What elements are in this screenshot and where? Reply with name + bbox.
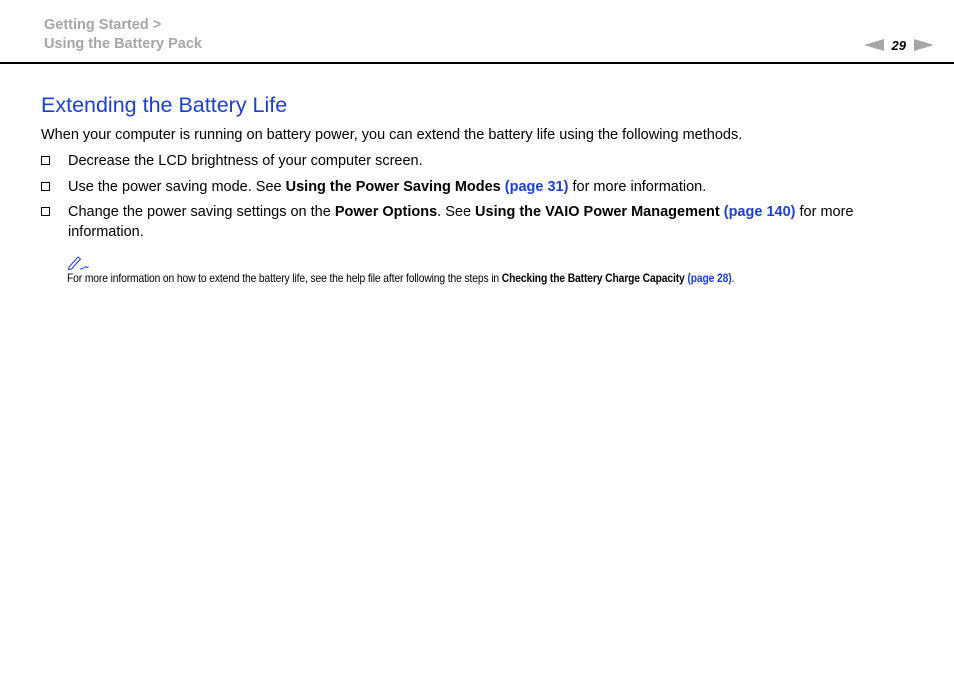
previous-page-arrow-icon[interactable] [864,39,884,51]
page-title: Extending the Battery Life [41,93,288,117]
breadcrumb [44,16,202,54]
page-number: 29 [891,37,906,53]
checkbox-bullet-icon [41,207,50,216]
header-divider [0,62,954,64]
list-item-text-part: for more information. [68,204,854,240]
list-item-text: Decrease the LCD brightness of your computer screen. [68,153,423,169]
page-link[interactable]: (page 31) [504,179,569,195]
note-text [67,270,734,286]
list-item [41,177,921,197]
section-reference: Checking the Battery Charge Capacity [501,271,685,285]
breadcrumb-section[interactable]: Getting Started > [44,17,162,33]
section-reference: Using the Power Saving Modes [285,179,501,195]
list-item-text [68,177,921,197]
note-text-part: . [731,271,735,285]
list-item-text-part: Use the power saving mode. See [68,179,286,195]
ui-term: Power Options [334,204,438,220]
next-page-arrow-icon[interactable] [914,39,934,51]
page-link[interactable]: (page 28) [687,271,732,285]
page-link[interactable]: (page 140) [723,204,796,220]
list-item-text [68,202,921,242]
list-item-text-part: . See [437,204,476,220]
intro-paragraph: When your computer is running on battery power, you can extend the battery life using the following methods. [41,127,743,143]
list-item-text-part: Change the power saving settings on the [68,204,335,220]
breadcrumb-page[interactable]: Using the Battery Pack [44,36,202,52]
page-navigation [864,37,934,53]
section-reference: Using the VAIO Power Management [475,204,720,220]
list-item [41,202,921,242]
note-text-part: For more information on how to extend the battery life, see the help file after following the steps in [67,271,502,285]
pencil-note-icon [67,254,89,270]
checkbox-bullet-icon [41,156,50,165]
checkbox-bullet-icon [41,182,50,191]
list-item [41,151,921,171]
list-item-text-part: for more information. [568,179,707,195]
